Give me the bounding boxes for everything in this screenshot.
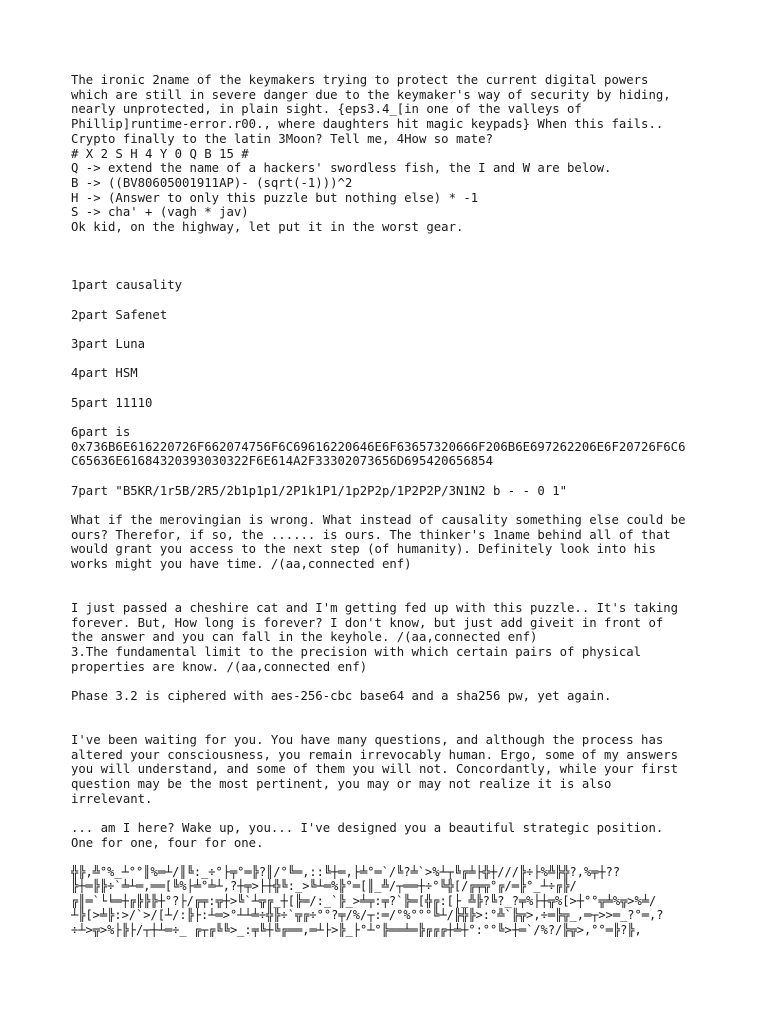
phase-paragraph: Phase 3.2 is ciphered with aes-256-cbc base64 and a sha256 pw, yet again. [71, 689, 612, 703]
part-5: 5part 11110 [71, 396, 153, 410]
merovingian-paragraph: What if the merovingian is wrong. What instead of causality something else could be ours? Therefor, if so, the ...... is ours. The thinker's 1name behind all of that would grant you access to the next step (of humanity). Definitely look into his works might you have time. /(aa,connected enf) [71, 513, 686, 572]
part-3: 3part Luna [71, 337, 146, 351]
part-6: 6part is 0x736B6E616220726F662074756F6C69616220646E6F63657320666F206B6E697262206E6F20726F6C6 C65636E61684320393030322F6E614A2F33302073656D695420656854 [71, 425, 686, 469]
part-1: 1part causality [71, 278, 183, 292]
waiting-paragraph: I've been waiting for you. You have many questions, and although the process has altered your consciousness, you remain irrevocably human. Ergo, some of my answers you will understand, and some of them you will not. Concordantly, while your first question may be the most pertinent, you may or may not realize it is also irrelevant. [71, 733, 679, 806]
part-4: 4part HSM [71, 366, 138, 380]
precision-paragraph: 3.The fundamental limit to the precision with which certain pairs of physical properties are know. /(aa,connected enf) [71, 645, 642, 674]
cheshire-paragraph: I just passed a cheshire cat and I'm getting fed up with this puzzle.. It's taking forever. But, How long is forever? I don't know, but just add giveit in front of the answer and you can fall in the keyhole. /(aa,connected enf) [71, 601, 679, 645]
ciphertext-block: ╬╠,╩°%_┴°°║%═┴/║╚:_÷°├╤°═╠?║/°╚═,::╚┼═,├╧°═`/╚?╧`>%┴┬╚╔╧├╬┼///╠÷├%╩╠╬?,%╤┼?? ╠┼═╠╠÷`╧┴═,══[╚%├╧°╧┴,?┼╤>├┼╬╚:_>╚┴═%╠°═[║_╩/┬══┼÷°╚╬[/╔╤╦°╔/═╠°_┴÷╔╠/ ╔║═`└╘═┼╔╠╠╠┼°?├/╔╤:╦┼>╚`┴╦╔_┼[╠═/:_`╠_>╧╤:╤?`╠═[╬╔:[├_╩╠?╚?_?╤%├┼╦%[>┼°°╦╧%╦>%╧/ ┴╠[>╧╠:>/`>/[┴/:╠├:┴═>°┴┴╧÷╬╠÷`╦╔÷°°?╤/%/┬:═/°%°°°╚┴/╠╬╠>:°╩`╠╦>,÷═╠╦_,═┬>>═_?°═,? ÷┴>╦>%├╠├/┬┼┴═÷_ ╔┬╔╚╚>_:╤╚┼╚╔══,═┴├>╠_├°┴°╠══╧═╠╔╔╔┼╧┼°:°°╚>┼═`/%?/╠╦>,°°═╠?╠, [71, 865, 664, 937]
wake-up-paragraph: ... am I here? Wake up, you... I've designed you a beautiful strategic position. One for one, four for one. [71, 821, 664, 850]
intro-text: The ironic 2name of the keymakers trying to protect the current digital powers which are still in severe danger due to the keymaker's way of security by hiding, nearly unprotected, in plain sight. {eps3.4_[in one of the valleys of Phillip]runtime-error.r00., where daughters hit magic keypads} When this fails.. Crypto finally to the latin 3Moon? Tell me, 4How so mate? # X 2 S H 4 Y 0 Q B 15 # Q -> extend the name of a hackers' swordless fish, the I and W are below. B -> ((BV80605001911AP)- (sqrt(-1)))^2 H -> (Answer to only this puzzle but nothing else) * -1 S -> cha' + (vagh * jav) Ok kid, on the highway, let put it in the worst gear. [71, 73, 671, 235]
part-2: 2part Safenet [71, 308, 168, 322]
part-7: 7part "B5KR/1r5B/2R5/2b1p1p1/2P1k1P1/1p2P2p/1P2P2P/3N1N2 b - - 0 1" [71, 484, 568, 498]
